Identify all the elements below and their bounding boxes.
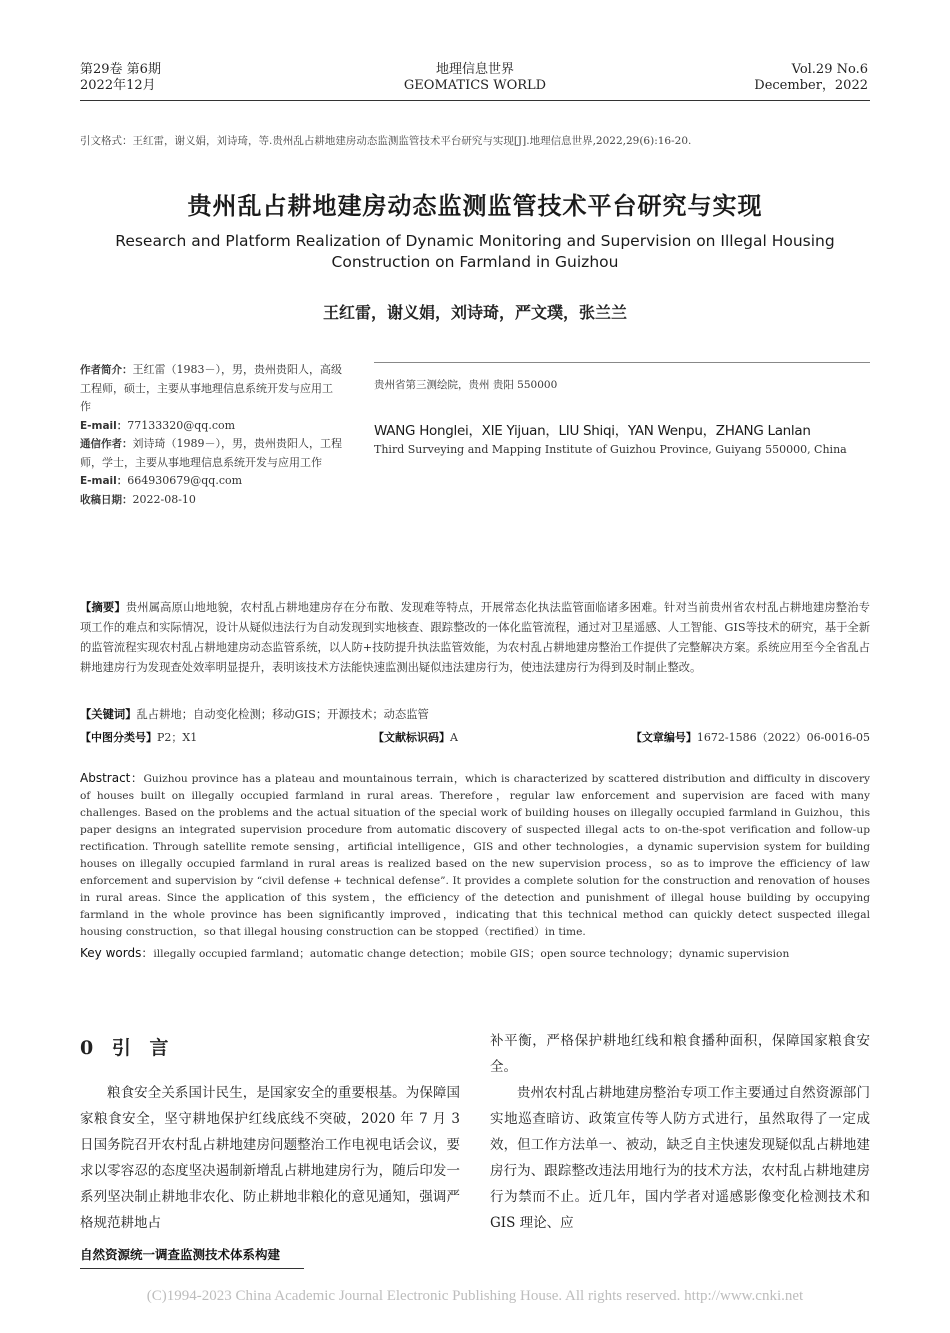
section-heading — [80, 1033, 174, 1060]
email-value-2: 664930679@qq.com — [127, 474, 243, 487]
footer-divider — [80, 1268, 304, 1269]
journal-name-cn: 地理信息世界 — [435, 62, 514, 77]
article-number — [631, 729, 870, 745]
article-number-label: 【文章编号】 — [630, 731, 697, 744]
corresponding-label: 通信作者： — [80, 438, 133, 450]
authors-en: WANG Honglei，XIE Yijuan，LIU Shiqi，YAN Wenpu，ZHANG Lanlan — [374, 423, 811, 439]
received-date — [80, 491, 342, 510]
corresponding-author — [80, 435, 342, 472]
volume-issue: 第29卷 第6期 — [80, 62, 161, 77]
received-label: 收稿日期： — [80, 493, 133, 506]
keywords-en-label: Key words： — [80, 946, 154, 960]
volume-issue-en: Vol.29 No.6 — [791, 62, 868, 77]
citation-format: 引文格式：王红雷，谢义娟，刘诗琦，等.贵州乱占耕地建房动态监测监管技术平台研究与实现[J].地理信息世界,2022,29(6):16-20. — [80, 135, 692, 147]
received-value: 2022-08-10 — [132, 492, 196, 506]
abstract-en — [80, 770, 870, 941]
authors-cn: 王红雷，谢义娟，刘诗琦，严文璞，张兰兰 — [322, 303, 627, 322]
author-info-block — [80, 361, 342, 509]
body-paragraph: 补平衡，严格保护耕地红线和粮食播种面积，保障国家粮食安全。 — [490, 1033, 870, 1075]
abstract-en-label: Abstract： — [80, 771, 144, 785]
issue-date-en: December，2022 — [754, 78, 868, 93]
document-code-label: 【文献标识码】 — [373, 731, 450, 744]
author-intro-text: 王红雷（1983－），男，贵州贵阳人，高级工程师，硕士，主要从事地理信息系统开发与应用工作 — [80, 363, 342, 413]
email-label-1: E-mail： — [80, 419, 128, 432]
abstract-cn — [80, 597, 870, 678]
document-code-value: A — [450, 731, 458, 744]
clc-label: 【中图分类号】 — [80, 731, 157, 744]
copyright-watermark: (C)1994-2023 China Academic Journal Electronic Publishing House. All rights reserved. http://www.cnki.net — [146, 1288, 804, 1304]
issue-date-cn: 2022年12月 — [80, 78, 156, 93]
abstract-en-text: Guizhou province has a plateau and mountainous terrain，which is characterized by scattered distribution and difficulty in discovery of houses built on illegally occupied farmland in rural areas. Therefore，regular law enforcement and supervision are faced with many challenges. Based on the problems and the actual situation of the special work of building houses on illegally occupied farmland in Guizhou，this paper designs an integrated supervision procedure from automatic discovery of suspected illegal acts to on-the-spot verification and follow-up rectification. Through satellite remote sensing，artificial intelligence，GIS and other technologies，a dynamic supervision system for building houses on illegally occupied farmland in rural areas is realized based on the new supervision process，so as to improve the efficiency of law enforcement and supervision by “civil defense + technical defense”. It provides a complete solution for the construction and renovation of houses in rural areas. Since the application of this system，the efficiency of the detection and punishment of illegal house building by occupying farmland in the whole province has been significantly improved，indicating that this technical method can quickly detect suspected illegal housing construction，so that illegal housing construction can be stopped（rectified）in time. — [80, 773, 871, 938]
affiliation-en: Third Surveying and Mapping Institute of Guizhou Province, Guiyang 550000, China — [374, 443, 847, 456]
affiliation-divider — [374, 362, 870, 363]
email-label-2: E-mail： — [80, 475, 128, 487]
corresponding-text: 刘诗琦（1989－），男，贵州贵阳人，工程师，学士，主要从事地理信息系统开发与应用工作 — [80, 437, 342, 469]
keywords-cn-label: 【关键词】 — [80, 707, 137, 721]
author-intro — [80, 361, 342, 417]
section-number: 0 — [80, 1037, 100, 1059]
document-code — [373, 729, 458, 745]
author-email-2 — [80, 472, 342, 491]
affiliation-cn: 贵州省第三测绘院，贵州 贵阳 550000 — [374, 379, 558, 391]
keywords-en-text: illegally occupied farmland；automatic change detection；mobile GIS；open source technology；dynamic supervision — [153, 948, 790, 960]
keywords-cn — [80, 706, 429, 722]
paper-title-cn: 贵州乱占耕地建房动态监测监管技术平台研究与实现 — [187, 191, 763, 220]
clc-number — [80, 729, 197, 745]
abstract-cn-label: 【摘要】 — [80, 600, 126, 614]
author-intro-label: 作者简介： — [80, 364, 133, 376]
clc-value: P2；X1 — [157, 731, 198, 744]
body-column-left — [80, 1080, 460, 1236]
keywords-cn-text: 乱占耕地；自动变化检测；移动GIS；开源技术；动态监管 — [136, 708, 429, 721]
body-paragraph: 粮食安全关系国计民生，是国家安全的重要根基。为保障国家粮食安全，坚守耕地保护红线底线不突破，2020 年 7 月 3 日国务院召开农村乱占耕地建房问题整治工作电视电话会议，要求以零容忍的态度坚决遏制新增乱占耕地建房行为，随后印发一系列坚决制止耕地非农化、防止耕地非粮化的意见通知，强调严格规范耕地占 — [80, 1085, 460, 1231]
email-value-1: 77133320@qq.com — [127, 418, 236, 432]
column-tag: 自然资源统一调查监测技术体系构建 — [80, 1247, 281, 1262]
header-divider — [80, 100, 870, 101]
author-email-1 — [80, 417, 342, 436]
body-paragraph: 贵州农村乱占耕地建房整治专项工作主要通过自然资源部门实地巡查暗访、政策宣传等人防方式进行，虽然取得了一定成效，但工作方法单一、被动，缺乏自主快速发现疑似乱占耕地建房行为、跟踪整改违法用地行为的技术方法，农村乱占耕地建房行为禁而不止。近几年，国内学者对遥感影像变化检测技术和 GIS 理论、应 — [490, 1085, 870, 1231]
body-column-right — [490, 1028, 870, 1236]
running-header-vol-en — [754, 62, 868, 94]
keywords-en — [80, 944, 789, 961]
abstract-cn-text: 贵州属高原山地地貌，农村乱占耕地建房存在分布散、发现难等特点，开展常态化执法监管面临诸多困难。针对当前贵州省农村乱占耕地建房整治专项工作的难点和实际情况，设计从疑似违法行为自动发现到实地核查、跟踪整改的一体化监管流程，通过对卫星遥感、人工智能、GIS等技术的研究，基于全新的监管流程实现农村乱占耕地建房动态监管系统，以人防+技防提升执法监管效能，为农村乱占耕地建房整治工作提供了完整解决方案。系统应用至今全省乱占耕地建房行为发现查处效率明显提升，表明该技术方法能快速监测出疑似违法建房行为，使违法建房行为得到及时制止整改。 — [80, 601, 870, 674]
journal-name-en: GEOMATICS WORLD — [403, 78, 547, 93]
section-title: 引 言 — [111, 1037, 175, 1059]
paper-title-en: Research and Platform Realization of Dynamic Monitoring and Supervision on Illegal Housing Construction on Farmland in Guizhou — [115, 232, 835, 271]
article-number-value: 1672-1586（2022）06-0016-05 — [696, 731, 870, 744]
